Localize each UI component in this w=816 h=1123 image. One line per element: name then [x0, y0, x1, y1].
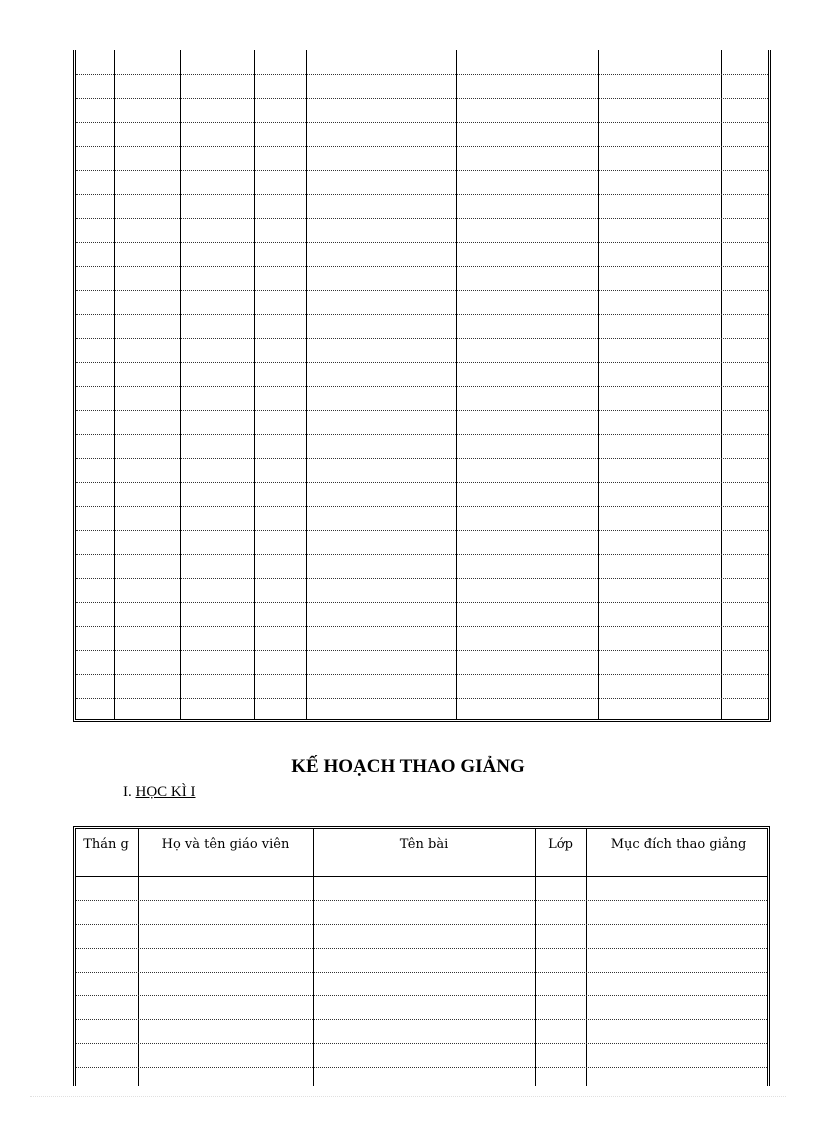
header-purpose: Mục đích thao giảng — [610, 837, 747, 852]
top-grid-row-divider — [76, 410, 768, 411]
top-grid-row-divider — [76, 650, 768, 651]
top-grid-row-divider — [76, 482, 768, 483]
top-grid-row-divider — [76, 218, 768, 219]
section-heading — [123, 784, 196, 801]
top-grid-row-divider — [76, 266, 768, 267]
top-grid-row-divider — [76, 554, 768, 555]
plan-row-divider — [76, 948, 767, 949]
top-grid-row-divider — [76, 290, 768, 291]
top-grid-column-divider — [254, 50, 255, 719]
section-name: HỌC KÌ I — [135, 784, 196, 800]
top-grid-row-divider — [76, 434, 768, 435]
page-bottom-rule — [30, 1096, 786, 1097]
plan-row-divider — [76, 900, 767, 901]
top-grid-row-divider — [76, 74, 768, 75]
plan-column-divider — [313, 829, 314, 1086]
plan-row-divider — [76, 1067, 767, 1068]
top-grid-row-divider — [76, 506, 768, 507]
top-grid-row-divider — [76, 146, 768, 147]
top-grid-row-divider — [76, 626, 768, 627]
plan-column-divider — [138, 829, 139, 1086]
plan-column-divider — [586, 829, 587, 1086]
top-grid-column-divider — [456, 50, 457, 719]
top-grid-row-divider — [76, 386, 768, 387]
plan-header-divider — [76, 876, 767, 877]
top-grid-row-divider — [76, 170, 768, 171]
top-grid-row-divider — [76, 698, 768, 699]
top-grid-row-divider — [76, 242, 768, 243]
top-grid-row-divider — [76, 578, 768, 579]
top-grid-column-divider — [721, 50, 722, 719]
header-lesson-name: Tên bài — [399, 837, 449, 852]
top-grid-table — [73, 50, 771, 722]
section-number: I. — [123, 784, 132, 800]
top-grid-column-divider — [180, 50, 181, 719]
top-grid-row-divider — [76, 98, 768, 99]
top-grid-column-divider — [598, 50, 599, 719]
header-month: Thán g — [83, 837, 129, 852]
top-grid-row-divider — [76, 338, 768, 339]
top-grid-row-divider — [76, 458, 768, 459]
plan-row-divider — [76, 1019, 767, 1020]
top-grid-row-divider — [76, 674, 768, 675]
teaching-plan-table — [73, 826, 770, 1086]
top-grid-row-divider — [76, 530, 768, 531]
top-grid-row-divider — [76, 362, 768, 363]
plan-row-divider — [76, 972, 767, 973]
page-title: KẾ HOẠCH THAO GIẢNG — [291, 756, 525, 777]
top-grid-column-divider — [306, 50, 307, 719]
plan-row-divider — [76, 995, 767, 996]
header-teacher-name: Họ và tên giáo viên — [161, 837, 290, 852]
plan-column-divider — [535, 829, 536, 1086]
plan-row-divider — [76, 924, 767, 925]
top-grid-row-divider — [76, 602, 768, 603]
top-grid-column-divider — [114, 50, 115, 719]
top-grid-row-divider — [76, 314, 768, 315]
header-grade: Lớp — [548, 837, 573, 852]
top-grid-row-divider — [76, 122, 768, 123]
top-grid-row-divider — [76, 194, 768, 195]
plan-row-divider — [76, 1043, 767, 1044]
